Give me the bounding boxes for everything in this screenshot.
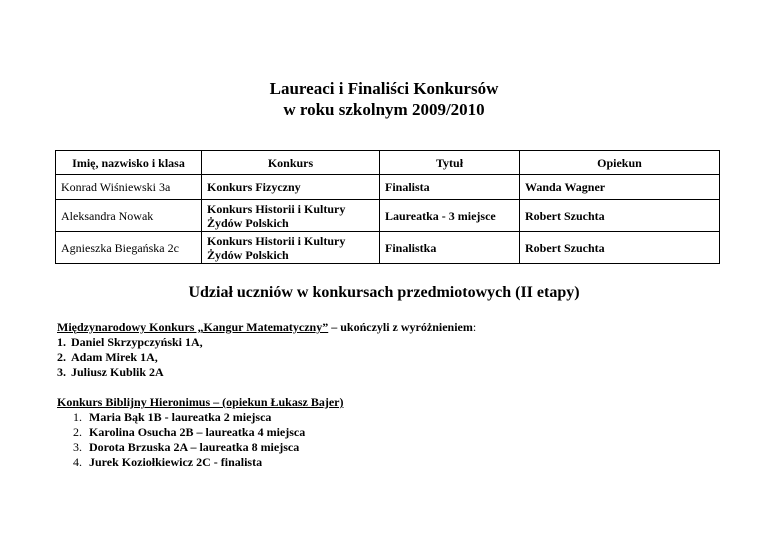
- contest-hieronimus-name: Konkurs Biblijny Hieronimus – (opiekun Łukasz Bajer): [57, 395, 344, 409]
- contest-kangur-colon: :: [472, 320, 477, 334]
- document-title: [0, 78, 768, 120]
- list-text: Dorota Brzuska 2A – laureatka 8 miejsca: [89, 440, 300, 454]
- cell-contest: [202, 232, 380, 264]
- title-line-2: w roku szkolnym 2009/2010: [283, 100, 485, 119]
- list-text: Adam Mirek 1A,: [71, 350, 158, 364]
- contest-kangur-list: [57, 335, 476, 380]
- list-text: Juliusz Kublik 2A: [71, 365, 164, 379]
- list-text: Daniel Skrzypczyński 1A,: [71, 335, 203, 349]
- list-text: Karolina Osucha 2B – laureatka 4 miejsca: [89, 425, 306, 439]
- cell-tutor: Wanda Wagner: [520, 175, 720, 200]
- list-number: 3.: [57, 365, 66, 379]
- contest-kangur-name: Międzynarodowy Konkurs „Kangur Matematyczny”: [57, 320, 329, 334]
- list-item: [57, 350, 476, 365]
- cell-tutor: Robert Szuchta: [520, 232, 720, 264]
- list-text: Jurek Koziołkiewicz 2C - finalista: [89, 455, 263, 469]
- list-number: 1.: [57, 335, 66, 349]
- list-number: 2.: [73, 425, 82, 439]
- header-name: Imię, nazwisko i klasa: [56, 151, 202, 175]
- contest-line: Żydów Polskich: [207, 215, 289, 230]
- contest-line: Konkurs Fizyczny: [207, 180, 301, 194]
- contest-hieronimus: [57, 395, 344, 470]
- cell-name: Agnieszka Biegańska 2c: [56, 232, 202, 264]
- section-title: Udział uczniów w konkursach przedmiotowych (II etapy): [188, 284, 580, 301]
- list-item: [73, 425, 344, 440]
- contest-line: Żydów Polskich: [207, 247, 289, 262]
- contest-kangur-heading: [57, 320, 476, 335]
- contest-line: Konkurs Historii i Kultury: [207, 201, 346, 216]
- header-title: Tytuł: [380, 151, 520, 175]
- cell-name: Aleksandra Nowak: [56, 200, 202, 232]
- contest-kangur-suffix: – ukończyli z wyróżnieniem: [328, 320, 473, 334]
- awards-table: [55, 150, 720, 264]
- table-row: [56, 175, 720, 200]
- cell-tutor: Robert Szuchta: [520, 200, 720, 232]
- list-item: [57, 365, 476, 380]
- cell-title: Laureatka - 3 miejsce: [380, 200, 520, 232]
- cell-contest: [202, 175, 380, 200]
- list-item: [73, 455, 344, 470]
- table-row: [56, 232, 720, 264]
- cell-title: Finalistka: [380, 232, 520, 264]
- list-item: [73, 440, 344, 455]
- list-number: 2.: [57, 350, 66, 364]
- list-text: Maria Bąk 1B - laureatka 2 miejsca: [89, 410, 272, 424]
- contest-hieronimus-list: [57, 410, 344, 470]
- contest-hieronimus-heading: [57, 395, 344, 410]
- contest-line: Konkurs Historii i Kultury: [207, 233, 346, 248]
- list-number: 3.: [73, 440, 82, 454]
- header-contest: Konkurs: [202, 151, 380, 175]
- cell-title: Finalista: [380, 175, 520, 200]
- table-header-row: [56, 151, 720, 175]
- header-tutor: Opiekun: [520, 151, 720, 175]
- list-number: 1.: [73, 410, 82, 424]
- list-number: 4.: [73, 455, 82, 469]
- table-row: [56, 200, 720, 232]
- list-item: [73, 410, 344, 425]
- contest-kangur: [57, 320, 476, 380]
- list-item: [57, 335, 476, 350]
- cell-name: Konrad Wiśniewski 3a: [56, 175, 202, 200]
- title-line-1: Laureaci i Finaliści Konkursów: [269, 79, 499, 98]
- cell-contest: [202, 200, 380, 232]
